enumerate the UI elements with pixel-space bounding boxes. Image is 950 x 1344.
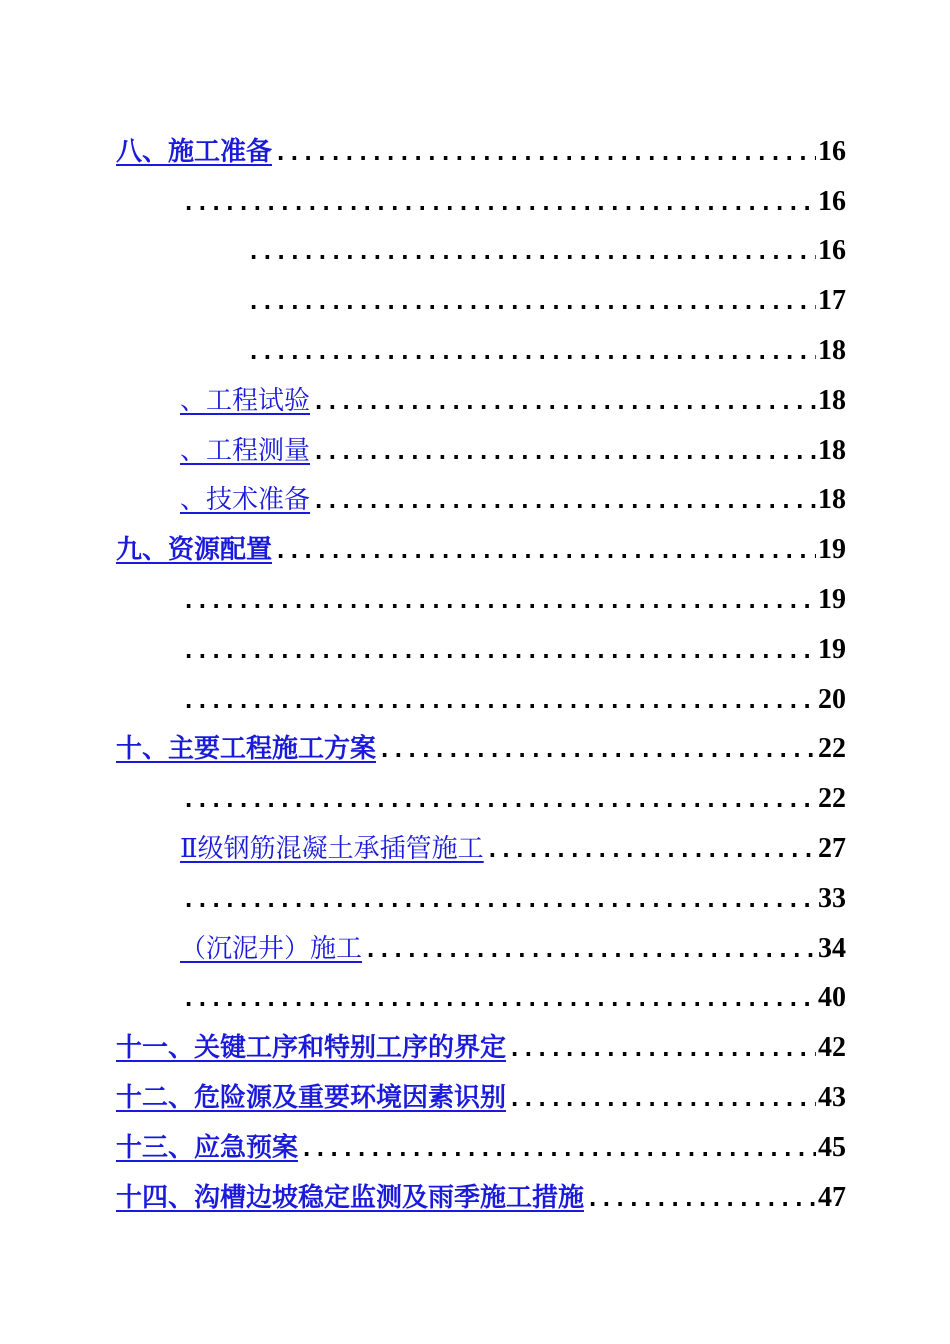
toc-leader	[247, 283, 816, 323]
toc-leader	[274, 134, 816, 174]
toc-leader	[182, 632, 816, 672]
toc-page-number: 19	[818, 633, 846, 665]
toc-page-number: 34	[818, 932, 846, 964]
toc-link[interactable]: 十、主要工程施工方案	[116, 734, 377, 765]
toc-page-number: 17	[818, 285, 846, 317]
toc-leader	[300, 1130, 816, 1170]
toc-row[interactable]	[0, 477, 950, 527]
toc-row[interactable]	[0, 228, 950, 278]
toc-page-number: 22	[818, 783, 846, 815]
toc-link[interactable]: 、技术准备	[180, 485, 311, 516]
toc-row[interactable]	[0, 975, 950, 1025]
toc-page-number: 45	[818, 1131, 846, 1163]
toc-page-number: 19	[818, 534, 846, 566]
toc-link[interactable]: 、工程测量	[180, 435, 311, 466]
toc-page-number: 18	[818, 434, 846, 466]
table-of-contents	[0, 128, 950, 1224]
toc-page-number: 40	[818, 982, 846, 1014]
toc-row[interactable]	[0, 427, 950, 477]
toc-leader	[312, 482, 816, 522]
toc-row[interactable]	[0, 377, 950, 427]
toc-row[interactable]	[0, 925, 950, 975]
toc-row[interactable]	[0, 1024, 950, 1074]
toc-leader	[182, 781, 816, 821]
toc-page-number: 33	[818, 882, 846, 914]
toc-row[interactable]	[0, 526, 950, 576]
toc-leader	[182, 881, 816, 921]
toc-page-number: 19	[818, 584, 846, 616]
toc-page-number: 47	[818, 1181, 846, 1213]
toc-leader	[364, 931, 816, 971]
toc-row[interactable]	[0, 327, 950, 377]
toc-leader	[508, 1030, 816, 1070]
toc-link[interactable]: 九、资源配置	[116, 535, 273, 566]
toc-row[interactable]	[0, 626, 950, 676]
toc-page-number: 16	[818, 185, 846, 217]
toc-link[interactable]: 、工程试验	[180, 385, 311, 416]
toc-page-number: 43	[818, 1082, 846, 1114]
toc-leader	[182, 582, 816, 622]
toc-leader	[378, 731, 816, 771]
toc-row[interactable]	[0, 178, 950, 228]
toc-leader	[182, 682, 816, 722]
toc-leader	[247, 333, 816, 373]
toc-row[interactable]	[0, 1174, 950, 1224]
toc-row[interactable]	[0, 775, 950, 825]
toc-leader	[586, 1180, 816, 1220]
toc-row[interactable]	[0, 1124, 950, 1174]
toc-link[interactable]: 十四、沟槽边坡稳定监测及雨季施工措施	[116, 1182, 585, 1213]
toc-row[interactable]	[0, 1074, 950, 1124]
toc-link[interactable]: 十三、应急预案	[116, 1132, 299, 1163]
toc-page-number: 18	[818, 384, 846, 416]
toc-page-number: 22	[818, 733, 846, 765]
toc-page-number: 42	[818, 1032, 846, 1064]
toc-row[interactable]	[0, 676, 950, 726]
toc-leader	[312, 383, 816, 423]
toc-leader	[274, 532, 816, 572]
toc-row[interactable]	[0, 576, 950, 626]
toc-row[interactable]	[0, 128, 950, 178]
toc-page-number: 27	[818, 833, 846, 865]
toc-link[interactable]: 十一、关键工序和特别工序的界定	[116, 1033, 507, 1064]
toc-page-number: 18	[818, 335, 846, 367]
toc-leader	[312, 433, 816, 473]
toc-link[interactable]: 八、施工准备	[116, 136, 273, 167]
toc-page-number: 20	[818, 683, 846, 715]
toc-page-number: 16	[818, 135, 846, 167]
toc-leader	[182, 980, 816, 1020]
toc-leader	[486, 831, 816, 871]
toc-page-number: 18	[818, 484, 846, 516]
toc-link[interactable]: 十二、危险源及重要环境因素识别	[116, 1083, 507, 1114]
toc-row[interactable]	[0, 726, 950, 776]
toc-leader	[247, 233, 816, 273]
toc-row[interactable]	[0, 277, 950, 327]
toc-row[interactable]	[0, 875, 950, 925]
toc-leader	[508, 1080, 816, 1120]
toc-link[interactable]: （沉泥井）施工	[180, 933, 363, 964]
toc-page-number: 16	[818, 235, 846, 267]
toc-row[interactable]	[0, 825, 950, 875]
toc-link[interactable]: Ⅱ级钢筋混凝土承插管施工	[180, 834, 484, 865]
toc-leader	[182, 184, 816, 224]
